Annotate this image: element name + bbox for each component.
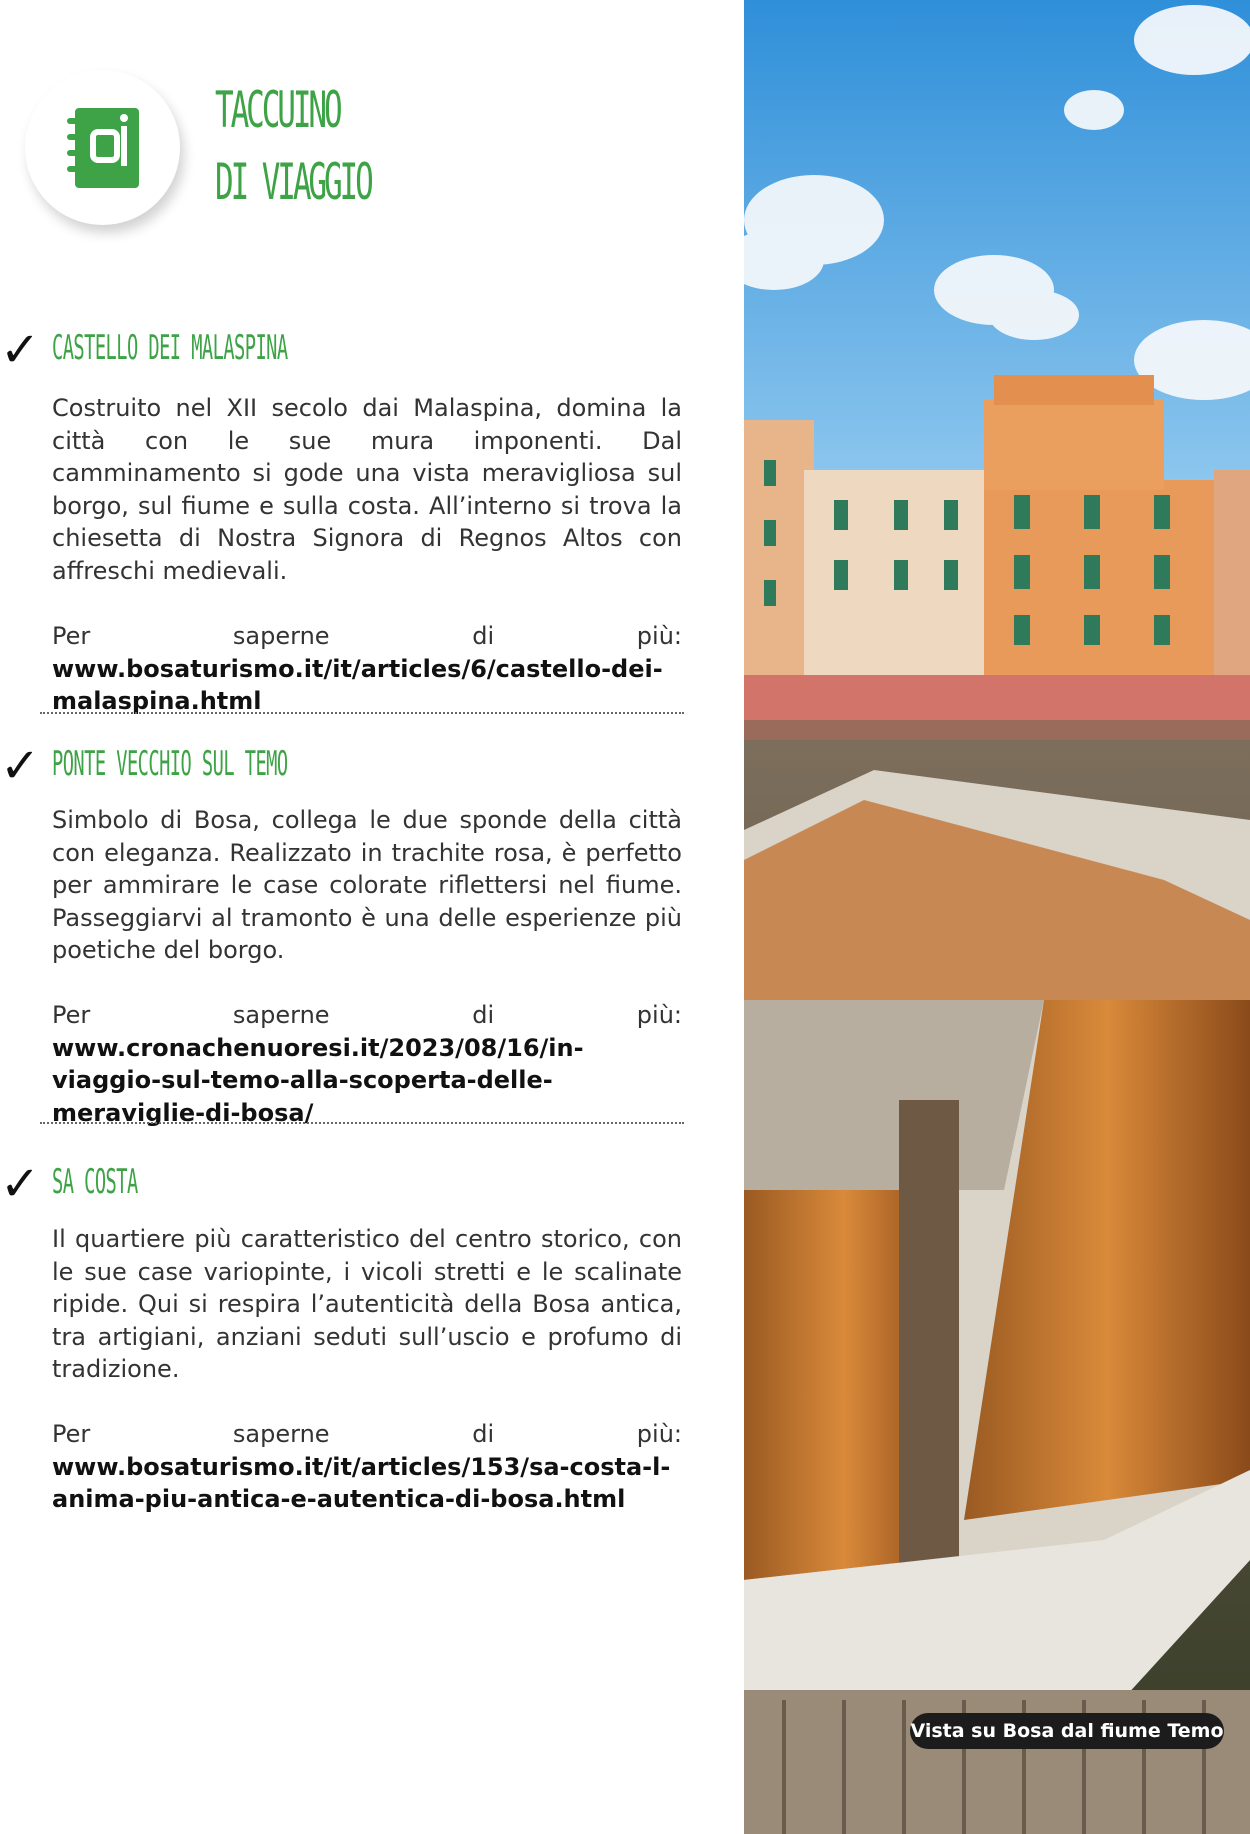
page-title-line2: DI VIAGGIO xyxy=(215,153,371,211)
section-castello xyxy=(0,322,700,715)
section-sa-costa xyxy=(0,1156,700,1526)
more-link[interactable]: www.cronachenuoresi.it/2023/08/16/in-viaggio-sul-temo-alla-scoperta-delle-meraviglie-di-bosa/ xyxy=(52,1033,584,1127)
section-ponte-vecchio xyxy=(0,738,700,1127)
notebook-icon-badge xyxy=(25,70,180,225)
bosa-river-photo xyxy=(744,0,1250,1834)
section-heading: PONTE VECCHIO SUL TEMO xyxy=(52,744,288,784)
divider xyxy=(40,712,684,714)
section-heading: CASTELLO DEI MALASPINA xyxy=(52,328,288,368)
photo-illustration xyxy=(744,0,1250,1834)
more-label: Per saperne di più: xyxy=(52,622,682,650)
photo-caption: Vista su Bosa dal fiume Temo xyxy=(910,1713,1224,1749)
checkmark-icon: ✓ xyxy=(0,322,41,378)
section-body: Il quartiere più caratteristico del centro storico, con le sue case variopinte, i vicoli stretti e le scalinate ripide. Qui si respira l’autenticità della Bosa antica, tra artigiani, anziani seduti sull’uscio e profumo di tradizione. xyxy=(52,1225,682,1383)
more-link[interactable]: www.bosaturismo.it/it/articles/6/castello-dei-malaspina.html xyxy=(52,654,663,715)
more-info xyxy=(52,620,682,718)
more-link[interactable]: www.bosaturismo.it/it/articles/153/sa-costa-l-anima-piu-antica-e-autentica-di-bosa.html xyxy=(52,1452,671,1513)
section-body: Costruito nel XII secolo dai Malaspina, domina la città con le sue mura imponenti. Dal camminamento si gode una vista meravigliosa sul borgo, sul fiume e sulla costa. All’interno si trova la chiesetta di Nostra Signora di Regnos Altos con affreschi medievali. xyxy=(52,394,682,585)
page-title-line1: TACCUINO xyxy=(215,81,340,139)
checkmark-icon: ✓ xyxy=(0,1156,41,1212)
more-info xyxy=(52,999,682,1129)
more-label: Per saperne di più: xyxy=(52,1420,682,1448)
notebook-icon xyxy=(49,92,159,202)
checkmark-icon: ✓ xyxy=(0,738,41,794)
page-title xyxy=(215,74,371,218)
divider xyxy=(40,1122,684,1124)
section-heading: SA COSTA xyxy=(52,1162,138,1202)
more-info xyxy=(52,1418,682,1516)
section-body: Simbolo di Bosa, collega le due sponde della città con eleganza. Realizzato in trachite rosa, è perfetto per ammirare le case colorate riflettersi nel fiume. Passeggiarvi al tramonto è una delle esperienze più poetiche del borgo. xyxy=(52,806,682,964)
more-label: Per saperne di più: xyxy=(52,1001,682,1029)
